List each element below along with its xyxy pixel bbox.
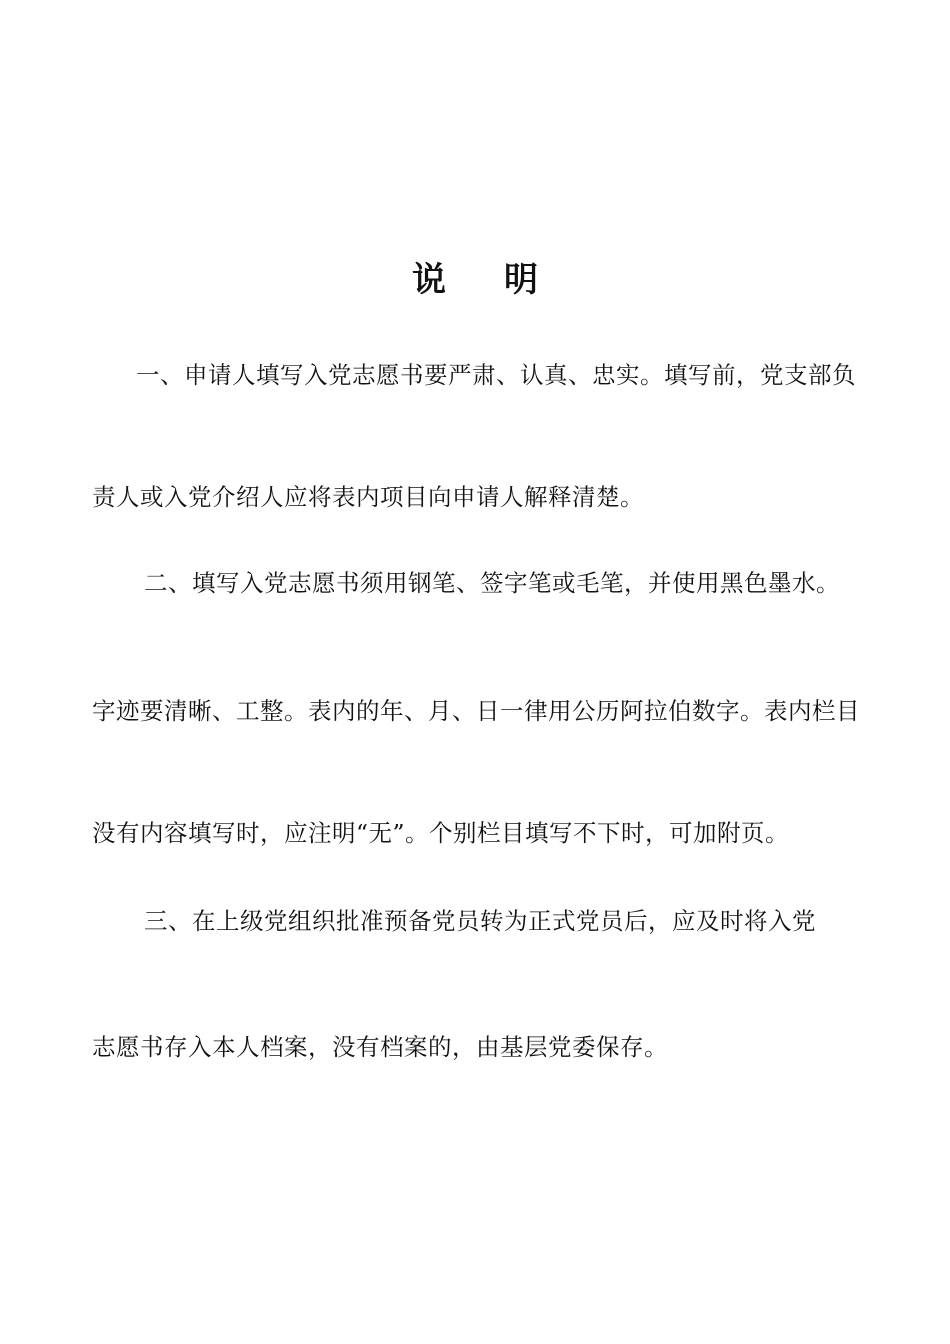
instruction-line-5: 没有内容填写时，应注明“无”。个别栏目填写不下时，可加附页。 — [92, 819, 790, 847]
title-char-1: 说 — [412, 260, 446, 300]
instruction-line-1: 一、申请人填写入党志愿书要严肃、认真、忠实。填写前，党支部负 — [136, 361, 856, 389]
instruction-line-2: 责人或入党介绍人应将表内项目向申请人解释清楚。 — [92, 483, 644, 511]
instruction-line-4: 字迹要清晰、工整。表内的年、月、日一律用公历阿拉伯数字。表内栏目 — [92, 697, 860, 725]
title-char-2: 明 — [504, 260, 538, 300]
instruction-line-7: 志愿书存入本人档案，没有档案的，由基层党委保存。 — [92, 1033, 668, 1061]
instruction-line-6: 三、在上级党组织批准预备党员转为正式党员后，应及时将入党 — [144, 907, 816, 935]
instruction-line-3: 二、填写入党志愿书须用钢笔、签字笔或毛笔，并使用黑色墨水。 — [144, 569, 840, 597]
page-title — [0, 252, 950, 301]
